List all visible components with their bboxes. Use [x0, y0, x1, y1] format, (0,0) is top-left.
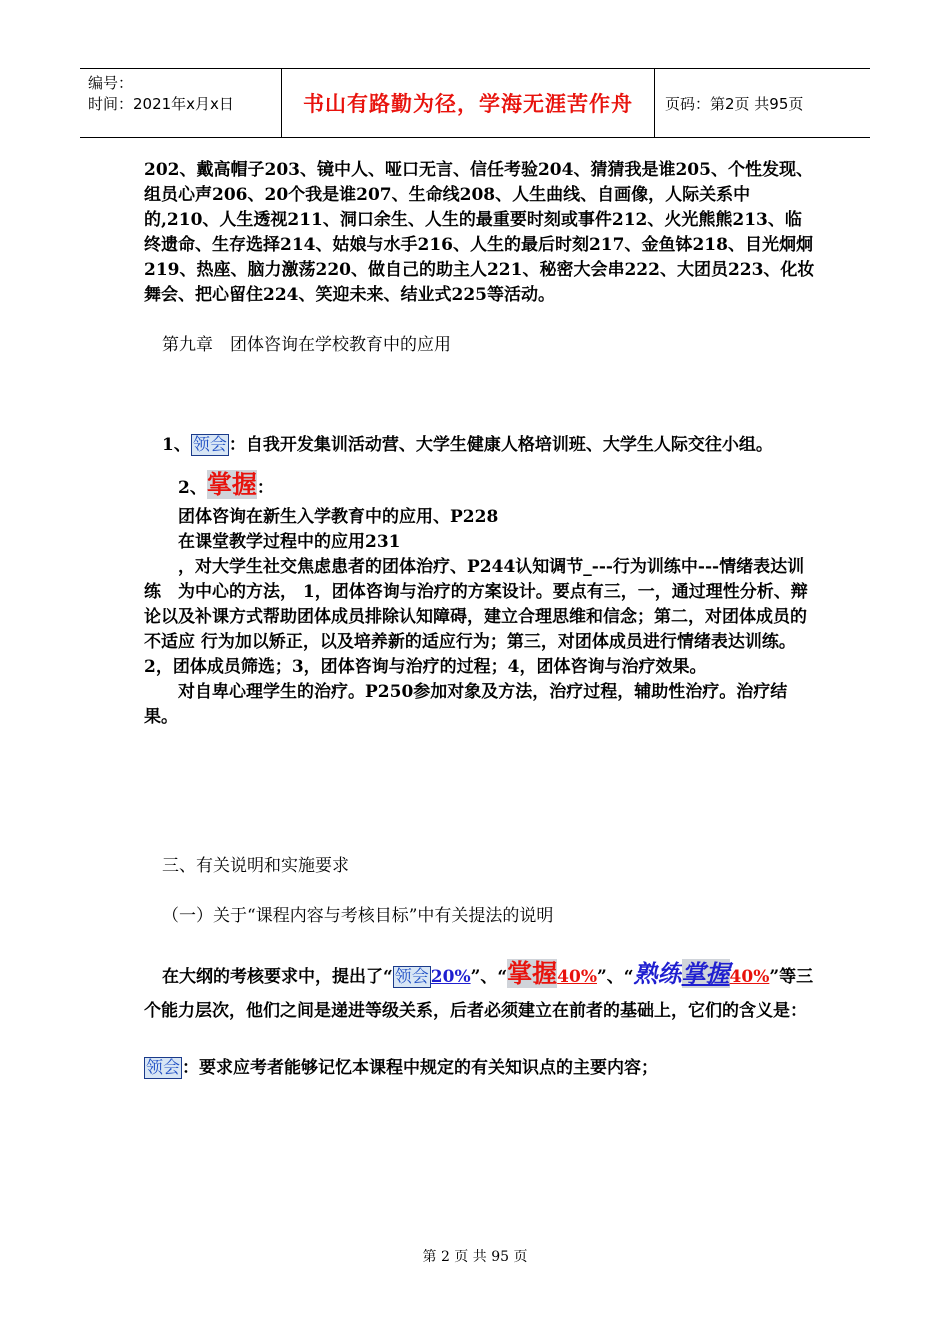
document-body — [144, 158, 816, 1081]
section3-heading: 三、有关说明和实施要求 — [162, 856, 349, 876]
req-tag-master: 掌握 — [507, 959, 558, 988]
header-table — [80, 68, 870, 138]
def1-tag-link[interactable]: 领会 — [146, 1058, 180, 1078]
page-footer: 第 2 页 共 95 页 — [422, 1249, 528, 1265]
item1-tag-link[interactable]: 领会 — [192, 435, 227, 455]
req-tag-proficient-master: 掌握 — [681, 959, 730, 988]
item1-number: 1、 — [162, 435, 191, 455]
req-pct-master: 40% — [557, 967, 597, 987]
item2-number: 2、 — [178, 478, 207, 498]
definition-comprehend — [144, 1056, 816, 1081]
req-pct-proficient: 40% — [729, 967, 770, 987]
item2-heading — [144, 468, 816, 505]
line-classroom: 在课堂教学过程中的应用231 — [178, 532, 401, 552]
time-label: 时间：2021年x月x日 — [88, 95, 234, 113]
social-anxiety-paragraph: ，对大学生社交焦虑患者的团体治疗、P244认知调节_---行为训练中---情绪表达训练 为中心的方法， 1，团体咨询与治疗的方案设计。要点有三，一，通过理性分析、辩论以及补课方式帮助团体成员排除认知障碍，建立合理思维和信念；第二，对团体成员的不适应 行为加以矫正，以及培养新的适应行为；第三，对团体成员进行情绪表达训练。2，团体成员筛选；3，团体咨询与治疗的过程；4，团体咨询与治疗效果。 — [144, 557, 808, 677]
item1-paragraph — [144, 433, 816, 458]
req-post: ”等三个能力层次，他们之间是递进等级关系，后者必须建立在前者的基础上，它们的含义是： — [144, 967, 814, 1021]
header-page-info: 页码：第2页 共95页 — [665, 94, 804, 113]
line-freshman: 团体咨询在新生入学教育中的应用、P228 — [178, 507, 499, 527]
activities-paragraph: 202、戴高帽子203、镜中人、哑口无言、信任考验204、猜猜我是谁205、个性发现、组员心声206、20个我是谁207、生命线208、人生曲线、自画像，人际关系中的,210、人生透视211、洞口余生、人生的最重要时刻或事件212、火光熊熊213、临终遗命、生存选择214、姑娘与水手216、人生的最后时刻217、金鱼钵218、目光炯炯219、热座、脑力激荡220、做自己的助主人221、秘密大会串222、大团员223、化妆舞会、把心留住224、笑迎未来、结业式225等活动。 — [144, 160, 815, 305]
inferiority-paragraph: 对自卑心理学生的治疗。P250参加对象及方法，治疗过程，辅助性治疗。治疗结果。 — [144, 682, 788, 727]
header-meta — [80, 69, 282, 137]
item2-colon: ： — [256, 478, 274, 498]
header-motto: 书山有路勤为径，学海无涯苦作舟 — [282, 69, 655, 137]
req-pre: 在大纲的考核要求中，提出了“ — [162, 967, 393, 987]
chapter9-heading: 第九章 团体咨询在学校教育中的应用 — [162, 335, 451, 355]
item1-text: ：自我开发集训活动营、大学生健康人格培训班、大学生人际交往小组。 — [228, 435, 773, 455]
req-sep1: ”、“ — [470, 967, 508, 987]
item2-tag: 掌握 — [206, 470, 257, 499]
requirement-paragraph — [144, 957, 816, 1028]
req-tag-comprehend[interactable]: 领会 — [394, 967, 429, 987]
section3-1-heading: （一）关于“课程内容与考核目标”中有关提法的说明 — [162, 906, 554, 926]
def1-text: ：要求应考者能够记忆本课程中规定的有关知识点的主要内容； — [182, 1058, 658, 1078]
code-label: 编号： — [88, 74, 134, 92]
req-sep2: ”、“ — [596, 967, 634, 987]
req-pct-comprehend: 20% — [430, 967, 471, 987]
req-tag-proficient: 熟练 — [633, 959, 682, 988]
